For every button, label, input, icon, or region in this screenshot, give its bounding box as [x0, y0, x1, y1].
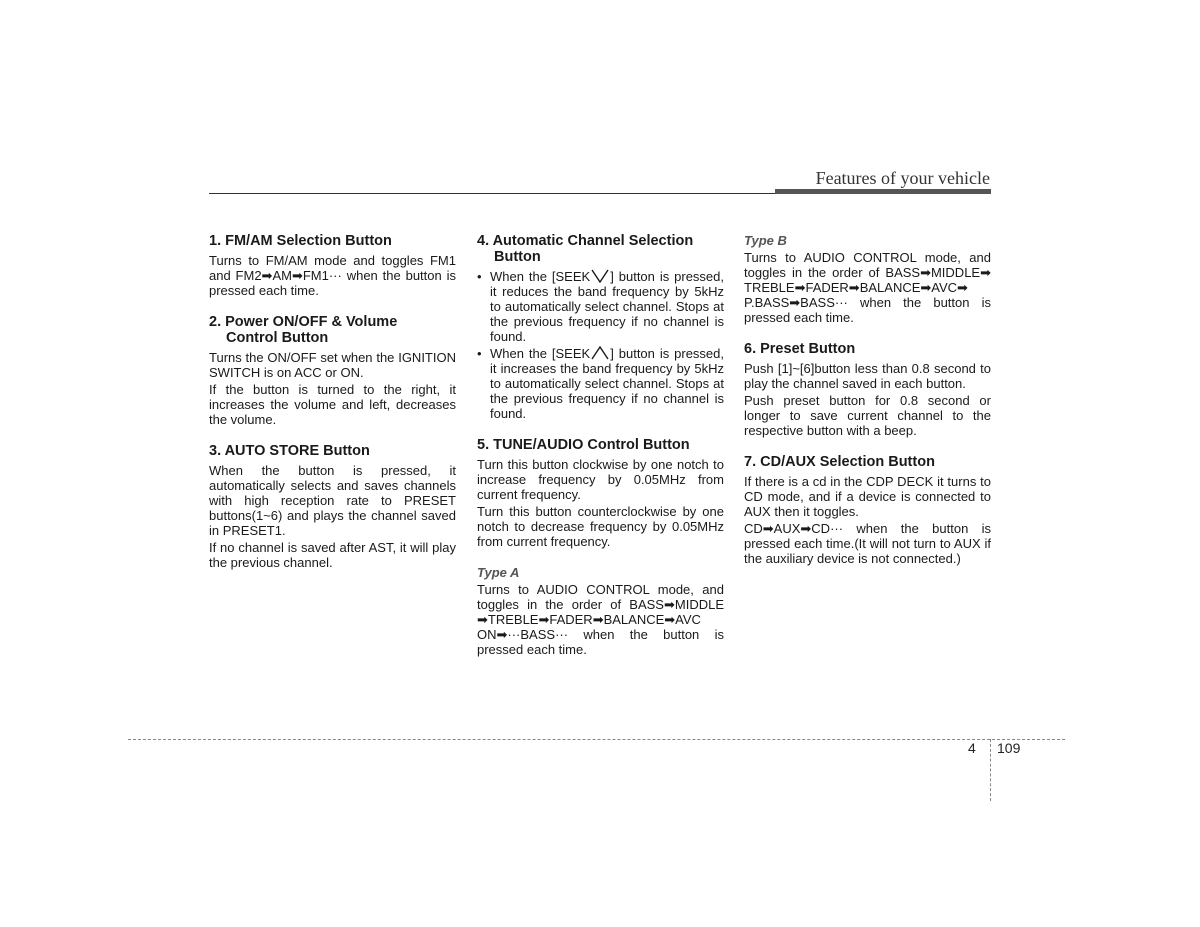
section-body-preset-2: Push preset button for 0.8 second or longer to save current channel to the respective button with a beep.: [744, 393, 991, 438]
section-title-fm-am: 1. FM/AM Selection Button: [209, 233, 392, 249]
seek-up-icon: [590, 346, 610, 360]
header-rule: [209, 193, 779, 194]
type-b-label: Type B: [744, 233, 787, 248]
section-title-power-volume-line2: Control Button: [226, 330, 329, 346]
section-body-cd-aux-1: If there is a cd in the CDP DECK it turns to CD mode, and if a device is connected to AUX then it toggles.: [744, 474, 991, 519]
seek-down-icon: [590, 269, 610, 283]
column-middle: [477, 233, 724, 659]
column-left: [209, 233, 456, 572]
section-body-auto-store-1: When the button is pressed, it automatically selects and saves channels with high reception rate to PRESET buttons(1~6) and plays the channel saved in PRESET1.: [209, 463, 456, 538]
section-title-auto-store: 3. AUTO STORE Button: [209, 443, 370, 459]
footer-rule: [128, 739, 1065, 740]
chapter-number: 4: [968, 740, 976, 756]
seek-down-text-post: ] button is pressed, it reduces the band frequency by 5kHz to automatically select channel. Stops at the previous frequency if no channel is found.: [490, 269, 724, 344]
section-body-power-2: If the button is turned to the right, it increases the volume and left, decreases the volume.: [209, 382, 456, 427]
section-body-auto-store-2: If no channel is saved after AST, it will play the previous channel.: [209, 540, 456, 570]
seek-up-text-pre: When the [SEEK: [490, 346, 591, 361]
section-title-preset: 6. Preset Button: [744, 341, 856, 357]
section-title-auto-channel-line2: Button: [494, 249, 541, 265]
section-body-power-1: Turns the ON/OFF set when the IGNITION SWITCH is on ACC or ON.: [209, 350, 456, 380]
header-rule-accent: [775, 189, 991, 194]
type-a-body: Turns to AUDIO CONTROL mode, and toggles in the order of BASS➡MIDDLE ➡TREBLE➡FADER➡BALANCE➡AVC ON➡···BASS··· when the button is pressed each time.: [477, 582, 724, 657]
section-title-auto-channel-line1: 4. Automatic Channel Selection: [477, 233, 694, 249]
seek-up-text-post: ] button is pressed, it increases the band frequency by 5kHz to automatically select channel. Stops at the previous frequency if no channel is found.: [490, 346, 724, 421]
section-body-tune-1: Turn this button clockwise by one notch to increase frequency by 0.05MHz from current frequency.: [477, 457, 724, 502]
section-body-tune-2: Turn this button counterclockwise by one notch to decrease frequency by 0.05MHz from current frequency.: [477, 504, 724, 549]
section-title-power-volume-line1: 2. Power ON/OFF & Volume: [209, 314, 398, 330]
page-header-title: Features of your vehicle: [815, 168, 990, 188]
seek-up-bullet: [477, 346, 724, 421]
footer-divider: [990, 739, 991, 801]
section-title-power-volume: [209, 314, 456, 346]
seek-down-text-pre: When the [SEEK: [490, 269, 591, 284]
section-body-preset-1: Push [1]~[6]button less than 0.8 second to play the channel saved in each button.: [744, 361, 991, 391]
column-right: [744, 233, 991, 568]
section-title-cd-aux: 7. CD/AUX Selection Button: [744, 454, 935, 470]
section-title-auto-channel: [477, 233, 724, 265]
seek-down-bullet: [477, 269, 724, 344]
page-number: 109: [997, 740, 1021, 756]
seek-bullet-list: [477, 269, 724, 421]
section-title-tune-audio: 5. TUNE/AUDIO Control Button: [477, 437, 690, 453]
type-a-label: Type A: [477, 565, 520, 580]
type-b-body: Turns to AUDIO CONTROL mode, and toggles in the order of BASS➡MIDDLE➡ TREBLE➡FADER➡BALANCE➡AVC➡ P.BASS➡BASS··· when the button is pressed each time.: [744, 250, 991, 325]
section-body-cd-aux-2: CD➡AUX➡CD··· when the button is pressed each time.(It will not turn to AUX if the auxiliary device is not connected.): [744, 521, 991, 566]
section-body-fm-am: Turns to FM/AM mode and toggles FM1 and FM2➡AM➡FM1··· when the button is pressed each time.: [209, 253, 456, 298]
